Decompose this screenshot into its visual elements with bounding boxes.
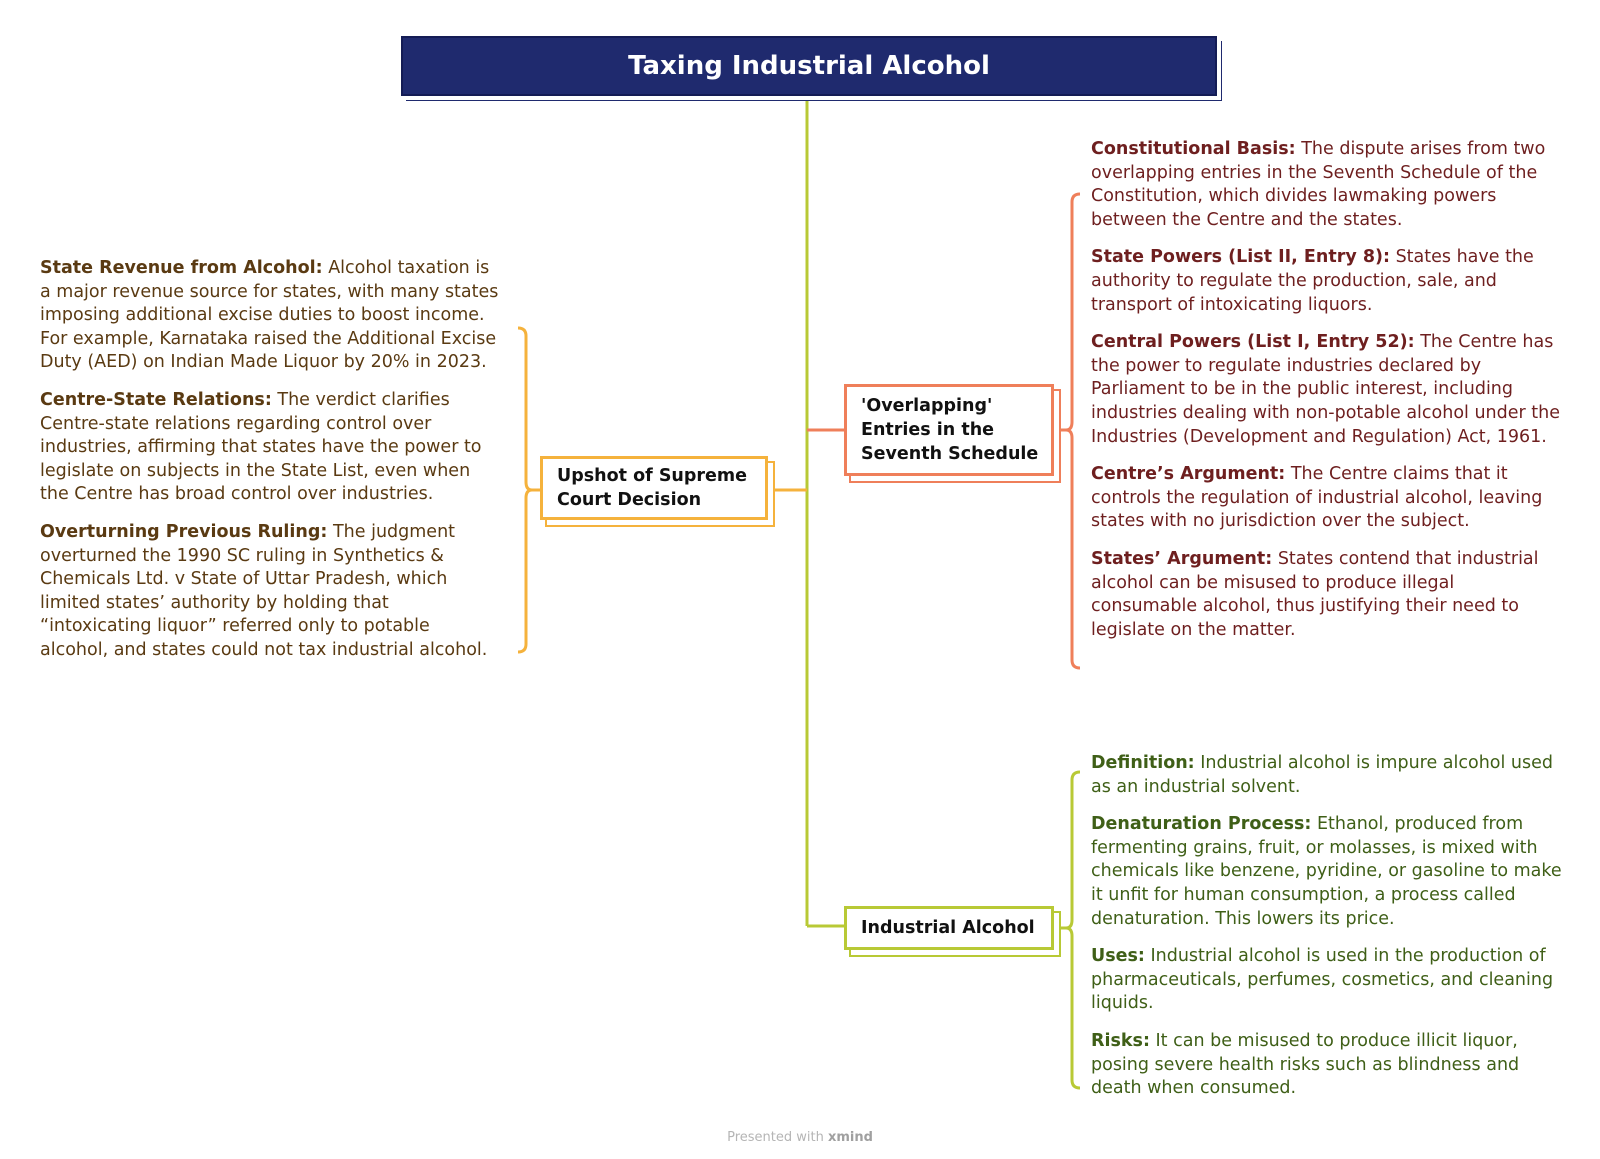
note-heading: Central Powers (List I, Entry 52): <box>1091 332 1415 353</box>
topic-upshot-label-line1: Upshot of Supreme <box>557 466 748 486</box>
note-heading: Definition: <box>1091 753 1195 773</box>
topic-industrial-alcohol[interactable] <box>844 906 1054 950</box>
note-uses <box>1091 945 1567 1016</box>
topic-upshot-label-line2: Court Decision <box>557 490 702 510</box>
note-denaturation <box>1091 813 1567 931</box>
central-topic-title[interactable]: Taxing Industrial Alcohol <box>401 36 1217 96</box>
note-heading: State Revenue from Alcohol: <box>40 258 323 278</box>
note-centre-state-relations <box>40 389 500 507</box>
topic-overlap-label-line1: 'Overlapping' <box>861 396 993 416</box>
note-heading: Uses: <box>1091 946 1145 967</box>
topic-overlap-label-line3: Seventh Schedule <box>861 444 1039 464</box>
note-state-revenue <box>40 257 500 375</box>
topic-overlapping-entries[interactable] <box>844 384 1054 476</box>
note-heading: Centre’s Argument: <box>1091 464 1286 485</box>
upshot-notes <box>40 257 500 677</box>
note-heading: Constitutional Basis: <box>1091 139 1296 159</box>
footer-brand: xmind <box>827 1130 873 1145</box>
industrial-notes <box>1091 752 1567 1115</box>
note-state-powers <box>1091 246 1561 317</box>
note-constitutional-basis <box>1091 138 1561 232</box>
note-text: Alcohol taxation is a major revenue source for states, with many states imposing additional excise duties to boost income. For example, Karnataka raised the Additional Excise Duty (AED) on Indian Made Liquor by 20% in 2023. <box>40 258 499 373</box>
overlap-notes <box>1091 138 1561 656</box>
note-text: It can be misused to produce illicit liquor, posing severe health risks such as blindness and death when consumed. <box>1091 1030 1520 1099</box>
note-risks <box>1091 1030 1567 1101</box>
note-text: The Centre claims that it controls the regulation of industrial alcohol, leaving states with no jurisdiction over the subject. <box>1091 464 1543 532</box>
note-heading: Overturning Previous Ruling: <box>40 521 328 542</box>
note-text: The dispute arises from two overlapping entries in the Seventh Schedule of the Constitution, which divides lawmaking powers between the Centre and the states. <box>1091 139 1546 230</box>
bracket-upshot <box>518 328 540 652</box>
note-heading: Centre-State Relations: <box>40 389 272 410</box>
note-text: States have the authority to regulate the production, sale, and transport of intoxicating liquors. <box>1091 247 1534 315</box>
note-text: The Centre has the power to regulate industries declared by Parliament to be in the public interest, including industries dealing with non-potable alcohol under the Industries (Development and Regulation) Act, 1961. <box>1091 332 1560 447</box>
footer-prefix: Presented with <box>727 1130 828 1145</box>
note-heading: States’ Argument: <box>1091 548 1273 569</box>
topic-overlap-label-line2: Entries in the <box>861 420 995 440</box>
bracket-overlap <box>1054 194 1080 668</box>
note-text: The judgment overturned the 1990 SC ruling in Synthetics & Chemicals Ltd. v State of Uttar Pradesh, which limited states’ authority by holding that “intoxicating liquor” referred only to potable alcohol, and states could not tax industrial alcohol. <box>40 521 488 660</box>
note-text: The verdict clarifies Centre-state relations regarding control over industries, affirming that states have the power to legislate on subjects in the State List, even when the Centre has broad control over industries. <box>40 389 482 505</box>
note-text: Industrial alcohol is used in the production of pharmaceuticals, perfumes, cosmetics, and cleaning liquids. <box>1091 946 1554 1014</box>
note-heading: Denaturation Process: <box>1091 814 1312 835</box>
note-centre-argument <box>1091 463 1561 534</box>
footer-credit <box>0 1130 1600 1145</box>
note-definition <box>1091 752 1567 799</box>
bracket-industrial <box>1054 772 1080 1088</box>
note-heading: State Powers (List II, Entry 8): <box>1091 247 1390 268</box>
note-central-powers <box>1091 331 1561 449</box>
topic-industrial-label: Industrial Alcohol <box>861 918 1035 938</box>
note-text: States contend that industrial alcohol can be misused to produce illegal consumable alcohol, thus justifying their need to legislate on the matter. <box>1091 548 1539 640</box>
note-states-argument <box>1091 548 1561 642</box>
note-heading: Risks: <box>1091 1030 1150 1051</box>
note-text: Ethanol, produced from fermenting grains, fruit, or molasses, is mixed with chemicals like benzene, pyridine, or gasoline to make it unfit for human consumption, a process called denaturation. This lowers its price. <box>1091 814 1562 929</box>
topic-upshot-supreme-court[interactable] <box>540 456 768 520</box>
note-overturning-ruling <box>40 521 500 663</box>
note-text: Industrial alcohol is impure alcohol used as an industrial solvent. <box>1091 753 1554 797</box>
